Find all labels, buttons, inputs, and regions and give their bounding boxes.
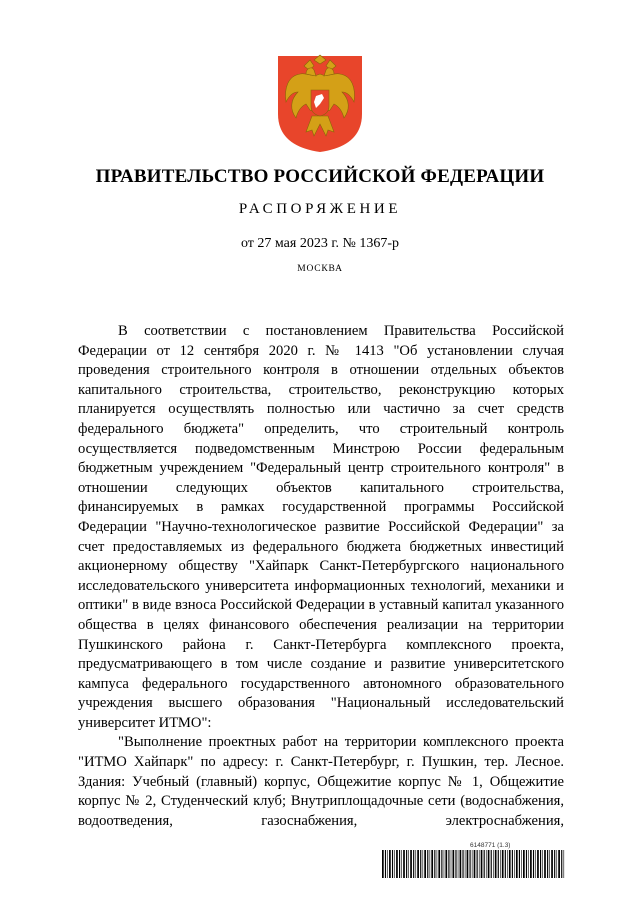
body-paragraph-2: "Выполнение проектных работ на территории комплексного проекта "ИТМО Хайпарк" по адресу: г. Санкт-Петербург, г. Пушкин, тер. Лесное. Здания: Учебный (главный) корпус, Общежитие корпус № 1, Общежитие корпус № 2, Студенческий клуб; Внутриплощадочные сети (водоснабжения, водоотведения, газоснабжения, электроснабжения, [78,734,564,829]
barcode-icon [382,850,566,878]
document-date-number: от 27 мая 2023 г. № 1367-р [240,236,400,251]
document-type: РАСПОРЯЖЕНИЕ [238,201,402,217]
document-body [78,322,564,831]
barcode-code: 6148771 (1.3) [470,842,511,849]
body-paragraph-1: В соответствии с постановлением Правительства Российской Федерации от 12 сентября 2020 г. № 1413 "Об установлении случая проведения строительного контроля в отношении отдельных объектов капитального строительства, строительство, реконструкцию которых планируется осуществлять полностью или частично за счет средств федерального бюджета" определить, что строительный контроль осуществляется подведомственным Минстрою России федеральным бюджетным учреждением "Федеральный центр строительного контроля" в отношении следующих объектов капитального строительства, финансируемых в рамках государственной программы Российской Федерации "Научно-технологическое развитие Российской Федерации" за счет предоставляемых из федерального бюджета бюджетных инвестиций акционерному обществу "Хайпарк Санкт-Петербургского национального исследовательского университета информационных технологий, механики и оптики" в виде взноса Российской Федерации в уставный капитал указанного общества в целях финансового обеспечения реализации на территории Пушкинского района г. Санкт-Петербурга комплексного проекта, предусматривающего в том числе создание и развитие университетского кампуса федерального государственного автономного образовательного учреждения высшего образования "Национальный исследовательский университет ИТМО": [78,323,564,731]
document-city: МОСКВА [297,264,343,274]
government-title: ПРАВИТЕЛЬСТВО РОССИЙСКОЙ ФЕДЕРАЦИИ [95,166,545,187]
coat-of-arms-icon [276,54,364,154]
